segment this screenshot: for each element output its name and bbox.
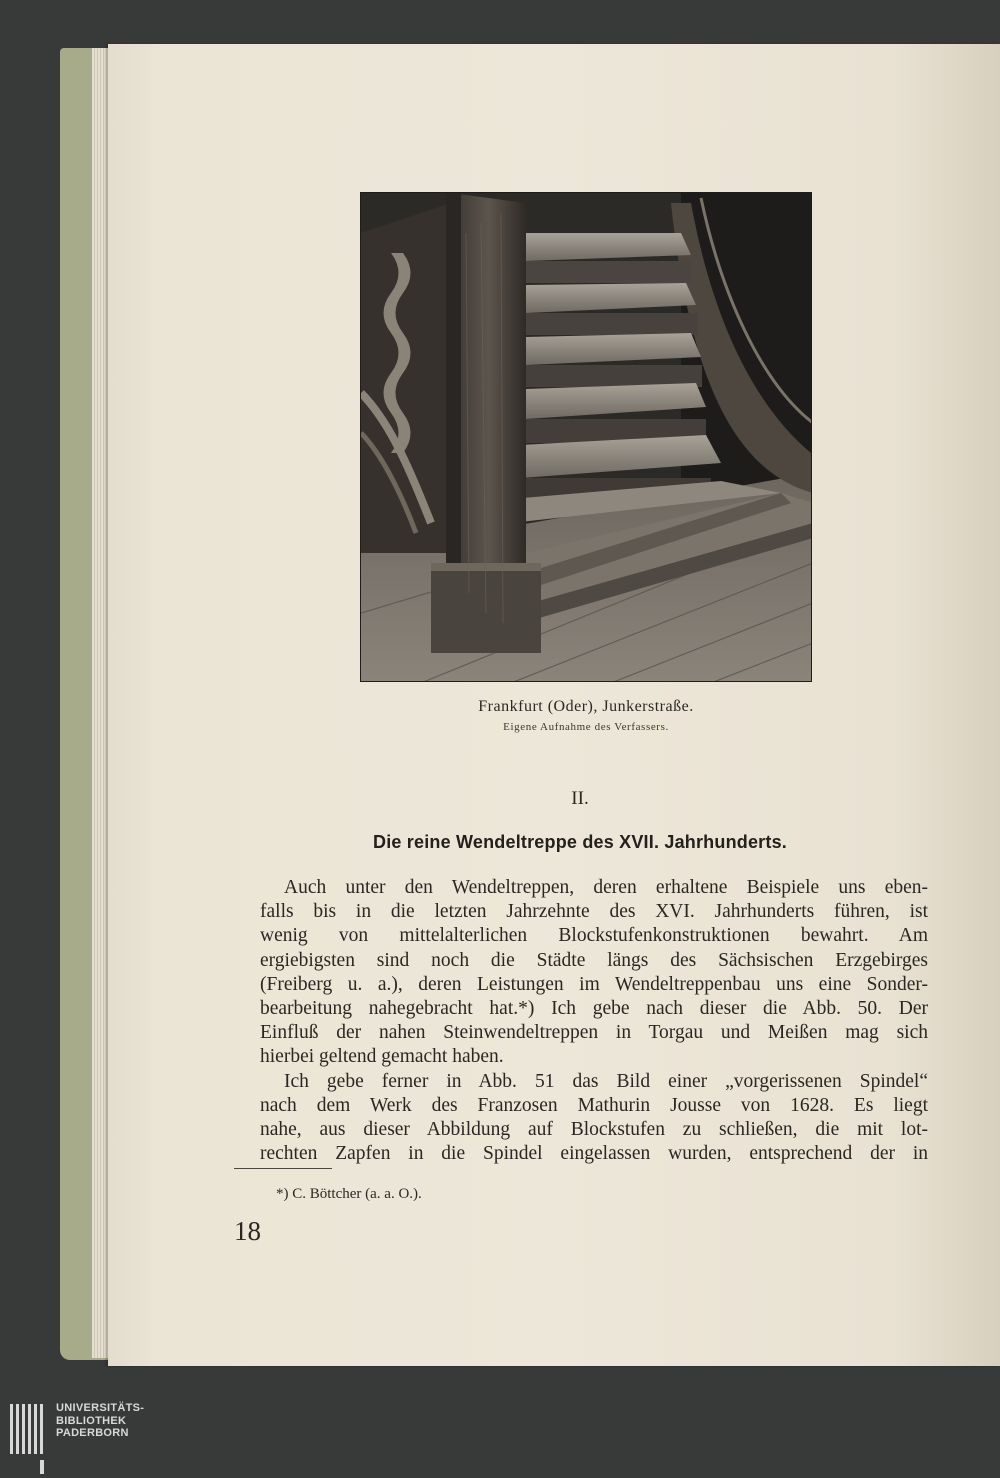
figure-caption: Frankfurt (Oder), Junkerstraße. [478, 698, 694, 715]
text-line: bearbeitung nahegebracht hat.*) Ich gebe nach dieser die Abb. 50. Der [260, 998, 928, 1020]
logo-line: PADERBORN [56, 1427, 129, 1439]
text-line: nach dem Werk des Franzosen Mathurin Jousse von 1628. Es liegt [260, 1094, 928, 1116]
text-line: Einfluß der nahen Steinwendeltreppen in Torgau und Meißen mag sich [260, 1022, 928, 1044]
library-logo-icon [8, 1402, 50, 1476]
library-logo-text [56, 1402, 144, 1440]
text-line: nahe, aus dieser Abbildung auf Blockstufen zu schließen, die mit lot- [260, 1119, 928, 1141]
text-line: Ich gebe ferner in Abb. 51 das Bild einer „vorgerissenen Spindel“ [284, 1070, 928, 1092]
text-line: hierbei geltend gemacht haben. [260, 1046, 504, 1068]
text-line: ergiebigsten sind noch die Städte längs des Sächsischen Erzgebirges [260, 949, 928, 971]
text-line: rechten Zapfen in die Spindel eingelassen wurden, entsprechend der in [260, 1143, 928, 1165]
logo-line: UNIVERSITÄTS- [56, 1402, 145, 1414]
staircase-photo-illustration [361, 193, 812, 682]
page-number: 18 [234, 1216, 261, 1246]
staircase-photograph [360, 192, 812, 682]
body-text [260, 876, 928, 1166]
logo-line: BIBLIOTHEK [56, 1414, 127, 1427]
section-title: Die reine Wendeltreppe des XVII. Jahrhunderts. [373, 832, 787, 852]
section-number: II. [571, 788, 589, 809]
library-logo [8, 1402, 158, 1472]
text-line: Auch unter den Wendeltreppen, deren erhaltene Beispiele uns eben- [284, 877, 928, 898]
text-line: wenig von mittelalterlichen Blockstufenkonstruktionen bewahrt. Am [260, 925, 928, 947]
text-line: falls bis in die letzten Jahrzehnte des XVI. Jahrhunderts führen, ist [260, 901, 928, 923]
footnote: *) C. Böttcher (a. a. O.). [276, 1186, 422, 1202]
text-line: (Freiberg u. a.), deren Leistungen im Wendeltreppenbau uns eine Sonder- [260, 973, 928, 995]
footnote-divider [234, 1168, 332, 1169]
figure-credit: Eigene Aufnahme des Verfassers. [503, 721, 669, 733]
